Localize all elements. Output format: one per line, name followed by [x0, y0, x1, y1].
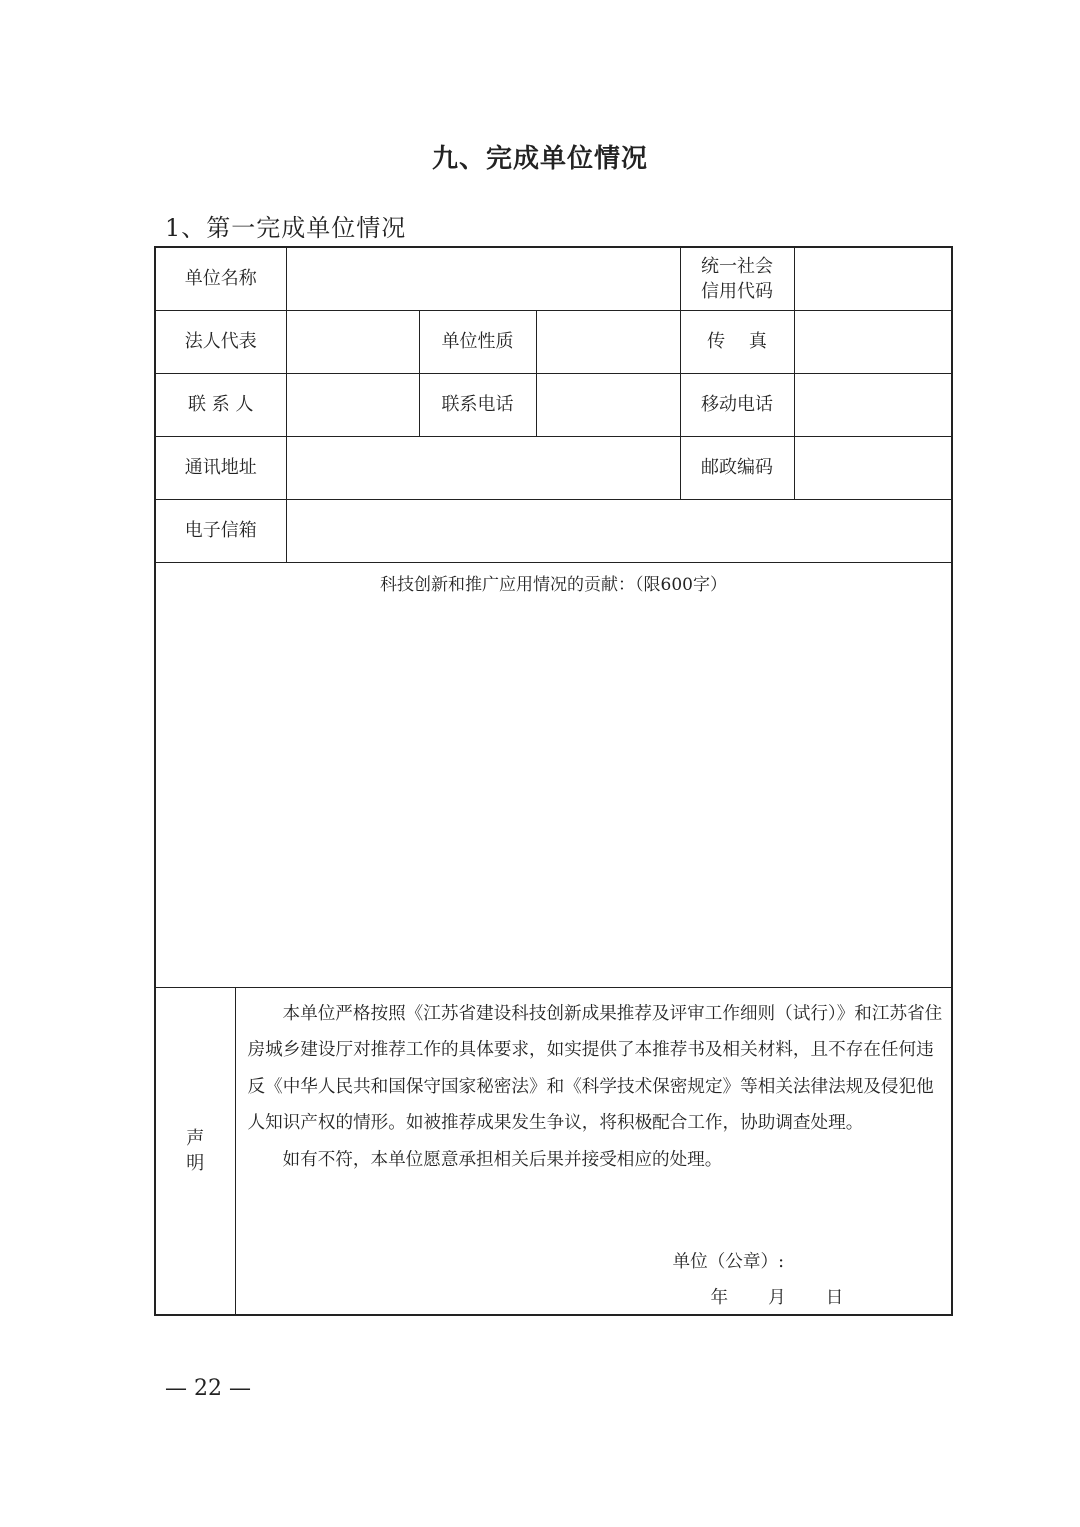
unit-name-field[interactable]	[286, 247, 680, 310]
credit-code-label	[680, 247, 794, 310]
declaration-label-char1: 声	[186, 1127, 205, 1149]
declaration-label-char2: 明	[186, 1152, 205, 1174]
postcode-label: 邮政编码	[680, 436, 794, 499]
form-row-address	[155, 436, 952, 499]
credit-code-field[interactable]	[794, 247, 952, 310]
postcode-field[interactable]	[794, 436, 952, 499]
email-field[interactable]	[286, 499, 952, 562]
contribution-field[interactable]	[155, 562, 952, 987]
unit-nature-label: 单位性质	[419, 310, 536, 373]
contact-label: 联 系 人	[155, 373, 286, 436]
mobile-field[interactable]	[794, 373, 952, 436]
contribution-heading: 科技创新和推广应用情况的贡献：（限600字）	[380, 574, 727, 595]
unit-info-form	[154, 246, 953, 1316]
fax-field[interactable]	[794, 310, 952, 373]
credit-code-label-line2: 信用代码	[701, 280, 774, 302]
date-day: 日	[825, 1287, 844, 1308]
contact-phone-field[interactable]	[536, 373, 680, 436]
credit-code-label-line1: 统一社会	[701, 255, 774, 277]
email-label: 电子信箱	[155, 499, 286, 562]
date-line	[711, 1286, 884, 1311]
address-field[interactable]	[286, 436, 680, 499]
unit-nature-field[interactable]	[536, 310, 680, 373]
mobile-label: 移动电话	[680, 373, 794, 436]
declaration-paragraph-1: 本单位严格按照《江苏省建设科技创新成果推荐及评审工作细则（试行）》和江苏省住房城乡建设厅对推荐工作的具体要求，如实提供了本推荐书及相关材料，且不存在任何违反《中华人民共和国保守国家秘密法》和《科学技术保密规定》等相关法律法规及侵犯他人知识产权的情形。如被推荐成果发生争议，将积极配合工作，协助调查处理。	[247, 1003, 943, 1133]
declaration-label	[155, 987, 235, 1315]
form-row-contribution	[155, 562, 952, 987]
unit-name-label: 单位名称	[155, 247, 286, 310]
seal-label: 单位（公章）:	[672, 1251, 784, 1272]
contact-phone-label: 联系电话	[419, 373, 536, 436]
section-title: 九、完成单位情况	[431, 144, 648, 174]
date-month: 月	[768, 1287, 786, 1308]
form-row-legal-rep	[155, 310, 952, 373]
form-row-declaration	[155, 987, 952, 1315]
page-number: — 22 —	[165, 1376, 251, 1401]
form-row-email	[155, 499, 952, 562]
subsection-title: 1、第一完成单位情况	[165, 214, 407, 242]
declaration-paragraph-2: 如有不符，本单位愿意承担相关后果并接受相应的处理。	[282, 1149, 723, 1170]
legal-rep-label: 法人代表	[155, 310, 286, 373]
form-row-contact	[155, 373, 952, 436]
date-year: 年	[710, 1287, 729, 1308]
address-label: 通讯地址	[155, 436, 286, 499]
fax-label: 传 真	[680, 310, 794, 373]
legal-rep-field[interactable]	[286, 310, 419, 373]
declaration-body	[235, 987, 952, 1315]
form-row-unit-name	[155, 247, 952, 310]
contact-field[interactable]	[286, 373, 419, 436]
